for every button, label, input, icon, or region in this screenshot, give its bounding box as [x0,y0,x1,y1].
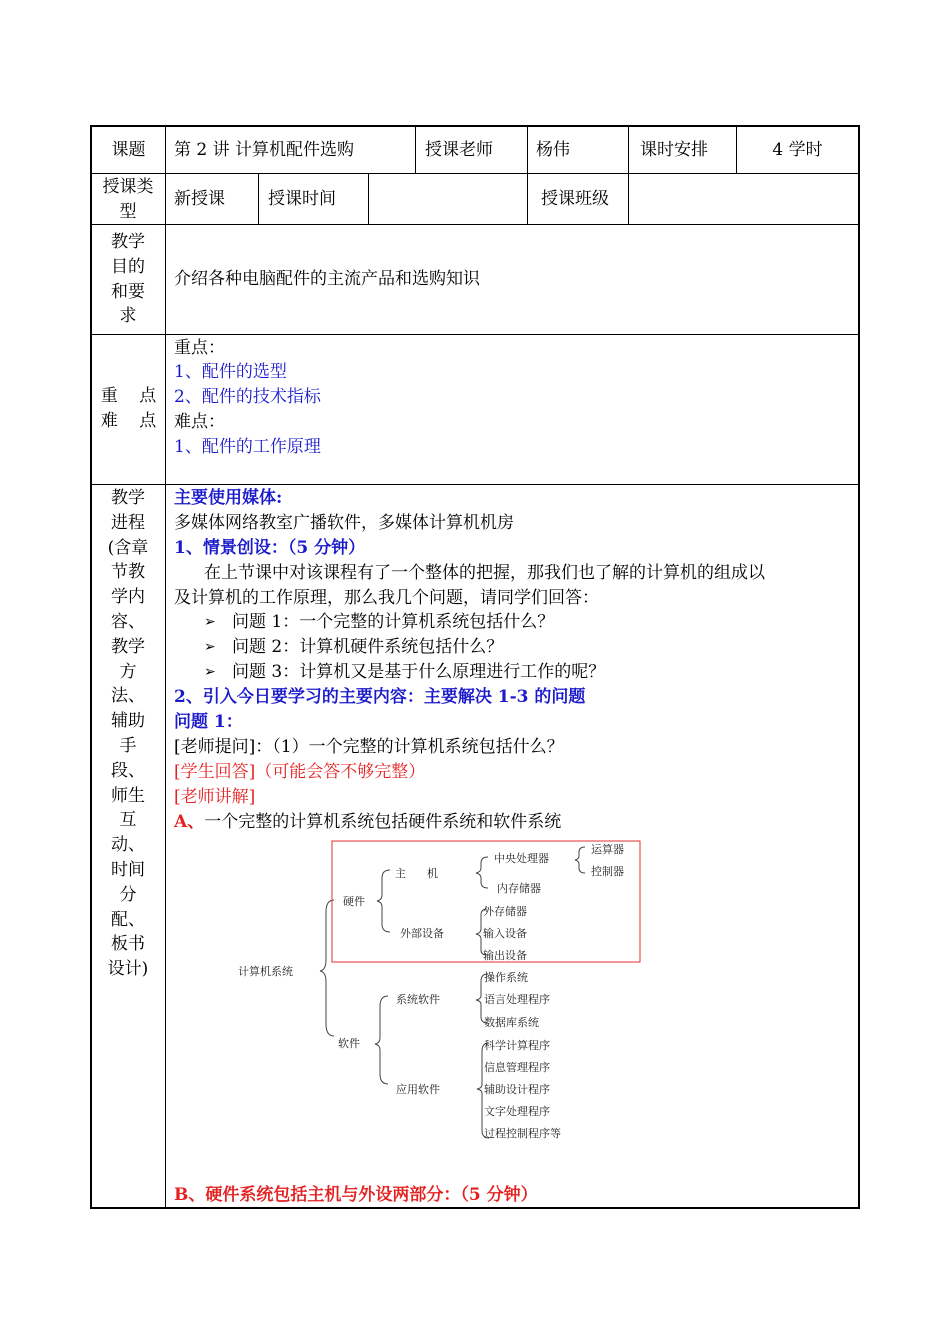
diagram-db: 数据库系统 [484,1016,539,1029]
key-heading: 重点： [174,338,225,358]
diagram-os: 操作系统 [484,971,528,984]
point-a-prefix: A、 [174,812,205,832]
arrow-bullet-icon: ➢ [204,639,216,655]
question-3: 问题 3：计算机又是基于什么原理进行工作的呢？ [232,662,606,682]
topic-label: 课题 [111,140,146,160]
question-2: 问题 2：计算机硬件系统包括什么？ [232,637,504,657]
key-item-2: 2、配件的技术指标 [174,387,321,407]
hours-label: 课时安排 [640,140,708,160]
diagram-cpu: 中央处理器 [494,852,549,865]
teacher-label: 授课老师 [425,140,493,160]
arrow-bullet-icon: ➢ [204,664,216,680]
diagram-alu: 运算器 [591,843,624,856]
diff-heading: 难点： [174,412,225,432]
arrow-bullet-icon: ➢ [204,614,216,630]
point-a-text: 一个完整的计算机系统包括硬件系统和软件系统 [204,812,562,832]
diagram-controller: 控制器 [591,865,624,878]
diagram-input: 输入设备 [483,927,527,940]
student-answer: [学生回答]（可能会答不够完整） [174,762,426,782]
diagram-hardware: 硬件 [343,895,365,908]
section2-heading: 2、引入今日要学习的主要内容：主要解决 1-3 的问题 [174,687,586,707]
diagram-sci: 科学计算程序 [484,1039,550,1052]
diagram-memory: 内存储器 [497,882,541,895]
media-text: 多媒体网络教室广播软件，多媒体计算机机房 [174,513,514,533]
teacher-value: 杨伟 [536,140,570,160]
diagram-proc: 过程控制程序等 [484,1127,561,1140]
q1-heading: 问题 1： [174,712,243,732]
diff-item-1: 1、配件的工作原理 [174,437,321,457]
time-label: 授课时间 [268,189,336,209]
section1-para-2: 及计算机的工作原理，那么我几个问题，请同学们回答： [174,588,599,608]
diagram-system-sw: 系统软件 [396,993,440,1006]
keypoints-label-1: 重 点 [100,386,157,406]
point-b: B、硬件系统包括主机与外设两部分：（5 分钟） [174,1185,538,1205]
type-label: 授课类型 [102,177,154,222]
diagram-lang: 语言处理程序 [484,993,550,1006]
diagram-software: 软件 [338,1037,360,1050]
media-heading: 主要使用媒体: [174,488,283,508]
teacher-explain: [老师讲解] [174,787,256,807]
teacher-ask: [老师提问]：（1）一个完整的计算机系统包括什么？ [174,737,564,757]
diagram-peripherals: 外部设备 [400,927,444,940]
goals-label: 教学目的和要求 [111,232,145,327]
diagram-word: 文字处理程序 [484,1105,550,1118]
diagram-root: 计算机系统 [238,965,293,978]
diagram-app-sw: 应用软件 [396,1083,440,1096]
class-label: 授课班级 [541,189,609,209]
question-1: 问题 1：一个完整的计算机系统包括什么？ [232,612,555,632]
keypoints-label-2: 难 点 [100,411,157,431]
topic-value: 第 2 讲 计算机配件选购 [174,140,355,160]
diagram-ext-storage: 外存储器 [483,905,527,918]
diagram-output: 输出设备 [483,949,527,962]
type-value: 新授课 [174,189,225,209]
hours-value: 4 学时 [772,140,823,160]
goals-text: 介绍各种电脑配件的主流产品和选购知识 [174,269,480,289]
section1-para-1: 在上节课中对该课程有了一个整体的把握，那我们也了解的计算机的组成以 [204,563,765,583]
diagram-host: 主 机 [395,867,438,880]
process-label: 教学进程(含章节教学内容、教学方法、辅助手段、师生互动、时间分配、板书设计) [107,488,149,980]
key-item-1: 1、配件的选型 [174,362,287,382]
diagram-cad: 辅助设计程序 [484,1083,550,1096]
section1-heading: 1、情景创设：（5 分钟） [174,538,366,558]
diagram-info: 信息管理程序 [484,1061,550,1074]
